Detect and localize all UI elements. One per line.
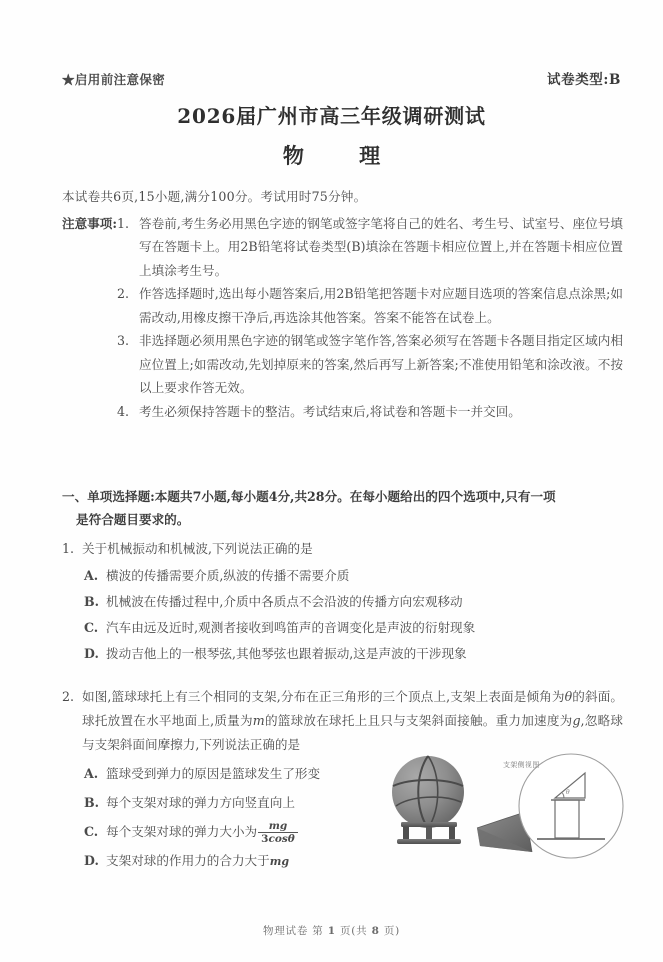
question-1-stem: 关于机械振动和机械波,下列说法正确的是 (82, 541, 313, 556)
option-d-prefix: 支架对球的作用力的合力大于 (106, 853, 270, 868)
question-2-figure (385, 742, 635, 884)
notice-item (117, 282, 623, 329)
secrecy-notice: ★启用前注意保密 (62, 72, 166, 87)
figure-caption: 支架侧视图 (503, 761, 540, 769)
fraction-denominator-function: cosθ (268, 832, 295, 845)
section-heading-line2: 是符合题目要求的。 (76, 512, 190, 527)
q2-symbol-m: m (252, 713, 265, 728)
q2-symbol-g: g (572, 713, 581, 728)
footer-middle: 页(共 (339, 925, 368, 937)
option-letter: C. (84, 620, 99, 635)
question-1-number: 1. (62, 541, 75, 556)
notice-item-number: 4. (117, 403, 130, 419)
fraction-denominator-number: 3 (261, 832, 269, 845)
question-2-number: 2. (62, 689, 75, 704)
option-letter: B. (84, 795, 100, 810)
fraction-denominator (258, 833, 298, 845)
notice-item (117, 400, 623, 424)
q2-stem-part2: 的斜面。球托放置在水平地面上,质量为 (82, 689, 624, 728)
question-1-options (62, 563, 623, 667)
q2-stem-part1: 如图,篮球球托上有三个相同的支架,分布在正三角形的三个顶点上,支架上表面是倾角为 (82, 689, 565, 704)
notice-item-text: 作答选择题时,选出每小题答案后,用2B铅笔把答题卡对应题目选项的答案信息点涂黑;如需改动,用橡皮擦干净后,再选涂其他答案。答案不能答在试卷上。 (139, 286, 623, 325)
question-1-option-b[interactable] (62, 589, 623, 615)
angle-theta-label: θ (566, 789, 570, 796)
option-c-prefix: 每个支架对球的弹力大小为 (106, 824, 258, 839)
notice-item-number: 1. (117, 215, 130, 231)
option-text: 汽车由远及近时,观测者接收到鸣笛声的音调变化是声波的衍射现象 (106, 620, 476, 635)
option-letter: D. (84, 853, 99, 868)
footer-prefix: 物理试卷 第 (262, 925, 324, 937)
q2-symbol-theta: θ (564, 689, 573, 704)
q2-stem-part4: ,忽略球与支架斜面间摩擦力,下列说法正确的是 (82, 713, 623, 752)
option-letter: A. (84, 766, 99, 781)
section-heading-line1: 一、单项选择题:本题共7小题,每小题4分,共28分。在每小题给出的四个选项中,只有一项 (62, 489, 556, 504)
option-letter: D. (84, 646, 99, 661)
notice-section (62, 212, 623, 424)
notice-item (117, 329, 623, 400)
question-1-head (62, 537, 623, 561)
option-letter: B. (84, 594, 100, 609)
basketball-icon (392, 756, 464, 828)
q2-stem-part3: 的篮球放在球托上且只与支架斜面接触。重力加速度为 (264, 713, 573, 728)
ball-holder-stand (397, 822, 461, 844)
notice-label: 注意事项: (62, 215, 118, 231)
exam-meta-line: 本试卷共6页,15小题,满分100分。考试用时75分钟。 (62, 189, 367, 204)
option-letter: A. (84, 568, 99, 583)
section-heading (62, 485, 623, 531)
option-d-symbol-mg: mg (269, 855, 290, 868)
notice-item-number: 3. (117, 333, 130, 348)
notice-item-text: 答卷前,考生务必用黑色字迹的钢笔或签字笔将自己的姓名、考生号、试室号、座位号填写在答题卡上。用2B铅笔将试卷类型(B)填涂在答题卡相应位置上,并在答题卡相应位置上填涂考生号。 (139, 215, 623, 278)
notice-item-text: 考生必须保持答题卡的整洁。考试结束后,将试卷和答题卡一并交回。 (139, 403, 521, 419)
option-letter: C. (84, 824, 99, 839)
exam-instructions-block (62, 185, 623, 423)
question-1-option-a[interactable] (62, 563, 623, 589)
question-1-option-c[interactable] (62, 615, 623, 641)
notice-item-text: 非选择题必须用黑色字迹的钢笔或签字笔作答,答案必须写在答题卡各题目指定区域内相应位置上;如需改动,先划掉原来的答案,然后再写上新答案;不准使用铅笔和涂改液。不按以上要求作答无效。 (139, 333, 623, 395)
footer-total-pages: 8 (371, 925, 380, 937)
question-1 (62, 537, 623, 667)
option-text: 横波的传播需要介质,纵波的传播不需要介质 (106, 568, 350, 583)
page-footer (0, 923, 663, 938)
option-text: 拨动吉他上的一根琴弦,其他琴弦也跟着振动,这是声波的干涉现象 (106, 646, 467, 661)
question-1-option-d[interactable] (62, 641, 623, 667)
option-text: 机械波在传播过程中,介质中各质点不会沿波的传播方向宏观移动 (106, 594, 463, 609)
option-text: 篮球受到弹力的原因是篮球发生了形变 (106, 766, 321, 781)
fraction-numerator: mg (258, 820, 298, 833)
footer-page-number: 1 (327, 925, 336, 937)
paper-type-label: 试卷类型:B (547, 72, 621, 88)
formula-fraction-mg-over-3costheta (258, 820, 298, 845)
subject-title: 物 理 (282, 143, 405, 168)
footer-suffix: 页) (383, 925, 401, 937)
option-text: 每个支架对球的弹力方向竖直向上 (106, 795, 295, 810)
notice-item-number: 2. (117, 286, 130, 301)
notice-item-list (117, 212, 623, 424)
page-title: 2026届广州市高三年级调研测试 (177, 104, 486, 128)
page-header (62, 68, 621, 88)
notice-item (117, 212, 623, 283)
